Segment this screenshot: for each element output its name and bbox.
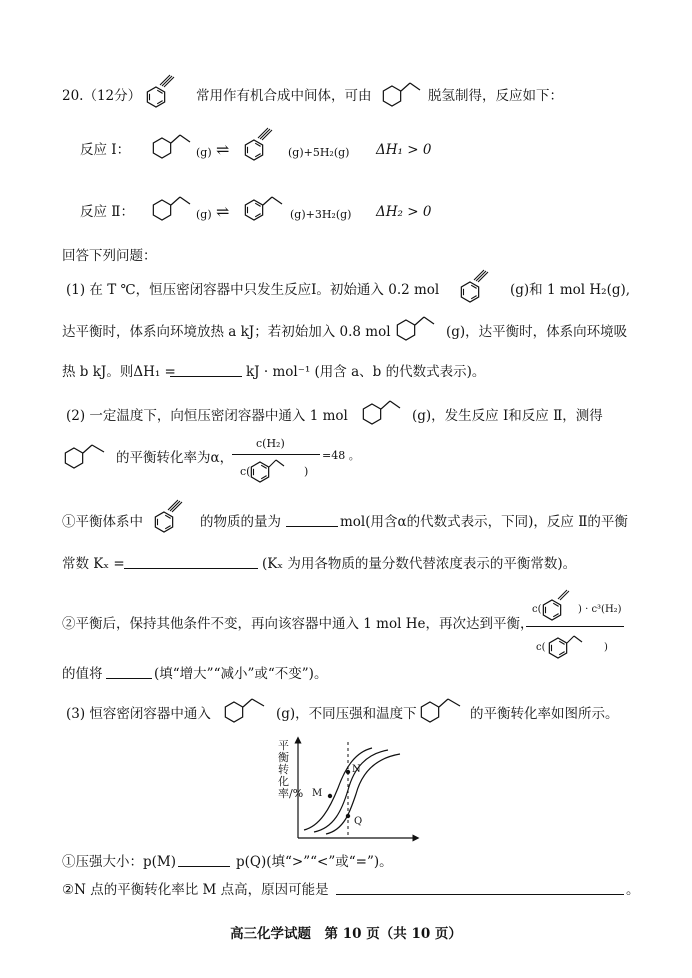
intro-text-b: 脱氢制得，反应如下： [428,88,563,104]
phenylacetylene-structure [150,498,194,536]
fraction-denominator-close: ) [304,465,309,478]
answer-blank-kx[interactable] [124,554,258,569]
ethylcyclohexane-structure [392,312,444,346]
phenylacetylene-structure [456,270,500,306]
reaction-2-state: (g) [196,208,212,221]
sub-2-frac-num-close: ) · c³(H₂) [578,604,622,615]
graph-point-q [346,814,350,818]
reactant-1-structure [148,130,200,164]
fraction-value: =48 。 [322,449,360,462]
phenylacetylene-structure [142,74,182,110]
page-footer: 高三化学试题 第 10 页（共 10 页） [230,926,462,942]
graph-label-m: M [312,788,323,799]
ethylcyclohexane-structure [358,396,410,430]
reaction-1-state: (g) [196,146,212,159]
fraction-numerator: c(H₂) [256,437,285,450]
answer-blank-dh1[interactable] [170,362,242,377]
part-1-line-3b: kJ · mol⁻¹ (用含 a、b 的代数式表示)。 [246,364,486,380]
answer-intro: 回答下列问题： [62,248,157,264]
graph-label-q: Q [354,816,363,827]
reactant-2-structure [148,192,200,226]
q3-2-b: 。 [626,882,640,898]
reaction-1-products: (g)+5H₂(g) [288,146,350,159]
reaction-2-arrow: ⇌ [216,202,230,221]
intro-text-a: 常用作有机合成中间体，可由 [196,88,372,104]
reaction-1-enthalpy: ΔH₁ > 0 [376,142,432,158]
answer-blank-reason[interactable] [336,880,624,895]
part-2-line-1b: (g)，发生反应 Ⅰ和反应 Ⅱ，测得 [412,408,603,424]
sub-2-line-2b: (填“增大”“减小”或“不变”)。 [154,666,328,682]
graph-label-n: N [352,764,361,775]
part-2-line-1a: (2) 一定温度下，向恒压密闭容器中通入 1 mol [66,408,348,424]
ethylbenzene-structure [248,454,292,488]
part-1-line-3a: 热 b kJ。则ΔH₁ = [62,364,176,380]
part-1-line-2a: 达平衡时，体系向环境放热 a kJ；若初始加入 0.8 mol [62,324,391,340]
product-1-structure [240,124,280,164]
answer-blank-pressure[interactable] [178,852,230,867]
part-3-line-1b: (g)，不同压强和温度下 [276,706,417,722]
reaction-2-enthalpy: ΔH₂ > 0 [376,204,432,220]
part-2-line-2a: 的平衡转化率为α， [116,450,234,466]
sub-2-line-1: ②平衡后，保持其他条件不变，再向该容器中通入 1 mol He，再次达到平衡， [62,616,534,632]
sub-1-line-1c: mol(用含α的代数式表示，下同)，反应 Ⅱ的平衡 [340,514,628,530]
sub-1-line-1a: ①平衡体系中 [62,514,143,530]
product-2-structure [240,192,292,226]
graph-point-n [346,770,350,774]
part-1-line-2b: (g)，达平衡时，体系向环境吸 [446,324,628,340]
fraction-denominator-open: c( [240,465,251,478]
answer-blank-moles[interactable] [286,512,338,527]
ethylbenzene-structure [546,628,590,662]
sub-1-line-2b: (Kₓ 为用各物质的量分数代替浓度表示的平衡常数)。 [262,556,577,572]
sub-2-line-2a: 的值将 [62,666,103,682]
ethylcyclohexane-structure [60,440,116,474]
part-3-line-1c: 的平衡转化率如图所示。 [470,706,619,722]
part-1-line-1a: (1) 在 T ℃，恒压密闭容器中只发生反应Ⅰ。初始通入 0.2 mol [66,282,440,298]
question-number: 20.（12分） [62,88,142,104]
reaction-1-arrow: ⇌ [216,140,230,159]
sub-2-frac-den-open: c( [536,642,546,653]
graph-ylabel: 平衡转化率/% [278,739,304,800]
sub-2-frac-num-open: c( [532,604,542,615]
reaction-2-products: (g)+3H₂(g) [290,208,352,221]
ethylcyclohexane-structure [416,694,472,728]
sub-1-line-2a: 常数 Kₓ = [62,556,125,572]
reaction-1-label: 反应 Ⅰ： [80,142,131,158]
part-3-line-1a: (3) 恒容密闭容器中通入 [66,706,211,722]
graph-curve-3 [326,754,400,834]
q3-1-b: p(Q)(填“>”“<”或“=”)。 [236,854,393,870]
part-1-line-1b: (g)和 1 mol H₂(g), [510,282,631,298]
ethylcyclohexane-structure [220,694,276,728]
q3-1-a: ①压强大小：p(M) [62,854,176,870]
phenylacetylene-structure [540,590,580,626]
ethylcyclohexane-structure [378,78,430,112]
graph-point-m [328,794,332,798]
answer-blank-ratio[interactable] [106,664,152,679]
sub-2-frac-den-close: ) [604,642,608,653]
q3-2-a: ②N 点的平衡转化率比 M 点高，原因可能是 [62,882,329,898]
sub-1-line-1b: 的物质的量为 [200,514,281,530]
reaction-2-label: 反应 Ⅱ： [80,204,134,220]
sub-2-fraction-bar [526,626,624,627]
